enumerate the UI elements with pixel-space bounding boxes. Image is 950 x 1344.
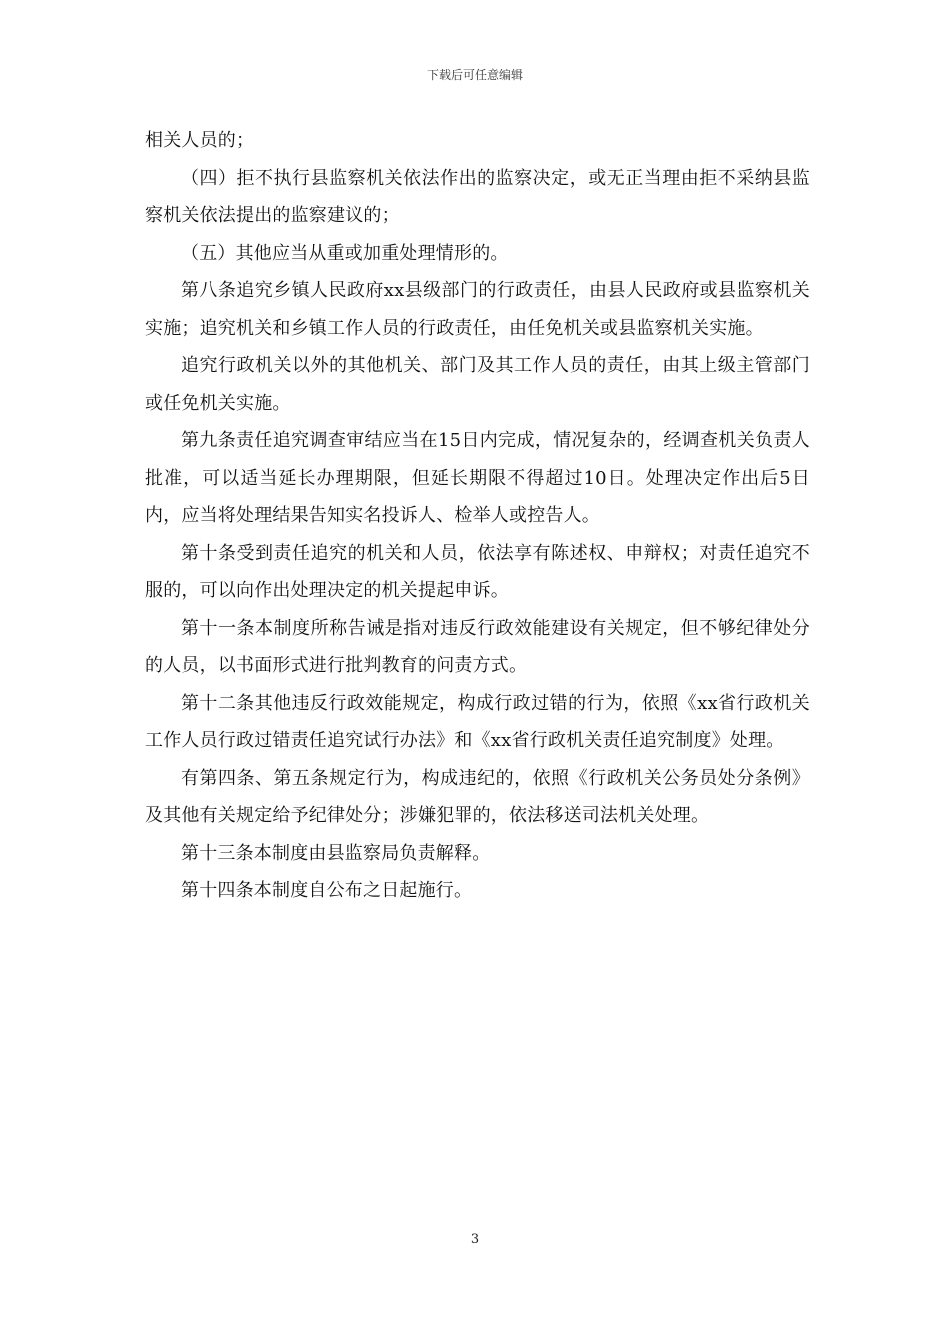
paragraph-article-9: 第九条责任追究调查审结应当在15日内完成，情况复杂的，经调查机关负责人批准，可以适当延长办理期限，但延长期限不得超过10日。处理决定作出后5日内，应当将处理结果告知实名投诉人、检举人或控告人。	[145, 430, 810, 526]
paragraph-article-14: 第十四条本制度自公布之日起施行。	[181, 880, 473, 901]
document-body	[145, 122, 810, 910]
paragraph-article-10: 第十条受到责任追究的机关和人员，依法享有陈述权、申辩权；对责任追究不服的，可以向作出处理决定的机关提起申诉。	[145, 542, 810, 601]
page-number: 3	[470, 1232, 480, 1247]
paragraph-article-8-cont: 追究行政机关以外的其他机关、部门及其工作人员的责任，由其上级主管部门或任免机关实施。	[145, 355, 810, 414]
paragraph-item-5: （五）其他应当从重或加重处理情形的。	[181, 242, 509, 264]
paragraph-continuation: 相关人员的；	[145, 130, 255, 151]
paragraph-article-12: 第十二条其他违反行政效能规定，构成行政过错的行为，依照《xx省行政机关工作人员行政过错责任追究试行办法》和《xx省行政机关责任追究制度》处理。	[145, 692, 810, 751]
page-header: 下载后可任意编辑	[426, 68, 523, 82]
paragraph-article-13: 第十三条本制度由县监察局负责解释。	[181, 842, 491, 864]
paragraph-article-12-cont: 有第四条、第五条规定行为，构成违纪的，依照《行政机关公务员处分条例》及其他有关规定给予纪律处分；涉嫌犯罪的，依法移送司法机关处理。	[145, 767, 810, 826]
paragraph-item-4: （四）拒不执行县监察机关依法作出的监察决定，或无正当理由拒不采纳县监察机关依法提出的监察建议的；	[145, 167, 810, 226]
paragraph-article-8: 第八条追究乡镇人民政府xx县级部门的行政责任，由县人民政府或县监察机关实施；追究机关和乡镇工作人员的行政责任，由任免机关或县监察机关实施。	[145, 280, 810, 339]
paragraph-article-11: 第十一条本制度所称告诫是指对违反行政效能建设有关规定，但不够纪律处分的人员，以书面形式进行批判教育的问责方式。	[145, 617, 810, 676]
